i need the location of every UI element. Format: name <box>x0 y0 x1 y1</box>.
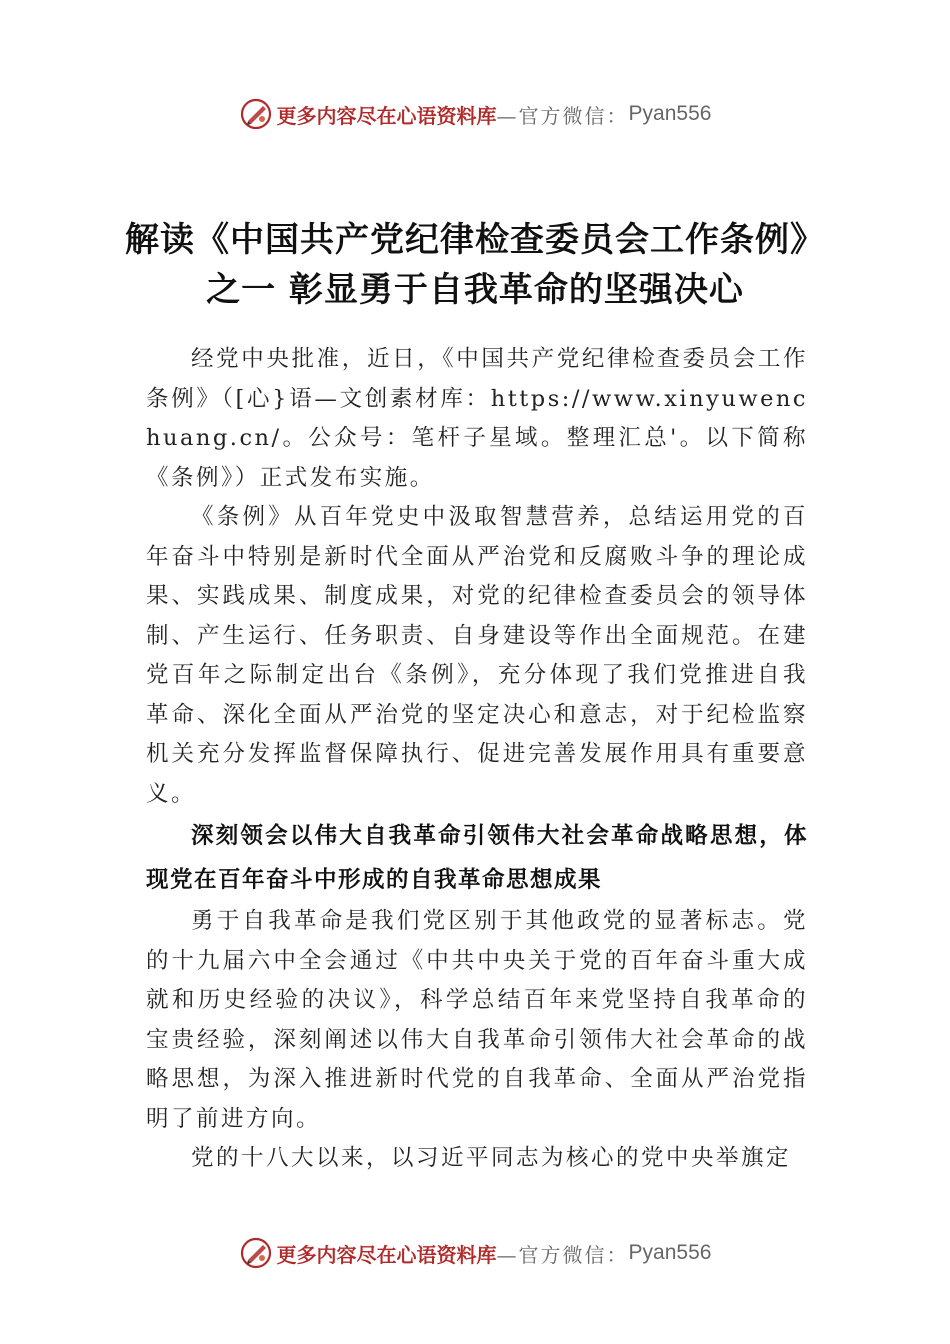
header-brand-text: 更多内容尽在心语资料库 <box>276 103 497 128</box>
footer-banner <box>0 1233 950 1273</box>
paragraph: 《条例》从百年党史中汲取智慧营养，总结运用党的百年奋斗中特别是新时代全面从严治党和反腐败斗争的理论成果、实践成果、制度成果，对党的纪律检查委员会的领导体制、产生运行、任务职责、自身建设等作出全面规范。在建党百年之际制定出台《条例》，充分体现了我们党推进自我革命、深化全面从严治党的坚定决心和意志，对于纪检监察机关充分发挥监督保障执行、促进完善发展作用具有重要意义。 <box>146 504 808 807</box>
paragraph: 经党中央批准，近日，《中国共产党纪律检查委员会工作条例》（[心}语—文创素材库：https://www.xinyuwenchuang.cn/。公众号：笔杆子星域。整理汇总'。以下简称《条例》）正式发布实施。 <box>146 346 808 491</box>
header-banner <box>0 94 950 134</box>
article-body <box>146 340 808 1179</box>
footer-brand-text: 更多内容尽在心语资料库 <box>276 1242 497 1267</box>
brand-logo-icon <box>239 1236 273 1270</box>
header-wechat-label: —官方微信： <box>496 103 629 128</box>
section-heading: 深刻领会以伟大自我革命引领伟大社会革命战略思想，体现党在百年奋斗中形成的自我革命思想成果 <box>146 823 808 893</box>
footer-wechat-label: —官方微信： <box>496 1242 629 1267</box>
paragraph: 勇于自我革命是我们党区别于其他政党的显著标志。党的十九届六中全会通过《中共中央关于党的百年奋斗重大成就和历史经验的决议》，科学总结百年来党坚持自我革命的宝贵经验，深刻阐述以伟大自我革命引领伟大社会革命的战略思想，为深入推进新时代党的自我革命、全面从严治党指明了前进方向。 <box>146 908 808 1132</box>
footer-wechat-id: Pyan556 <box>628 1241 712 1264</box>
header-wechat-id: Pyan556 <box>628 102 712 125</box>
brand-logo-icon <box>239 97 273 131</box>
paragraph: 党的十八大以来，以习近平同志为核心的党中央举旗定 <box>191 1145 792 1171</box>
page-title: 解读《中国共产党纪律检查委员会工作条例》之一 彰显勇于自我革命的坚强决心 <box>125 220 825 310</box>
